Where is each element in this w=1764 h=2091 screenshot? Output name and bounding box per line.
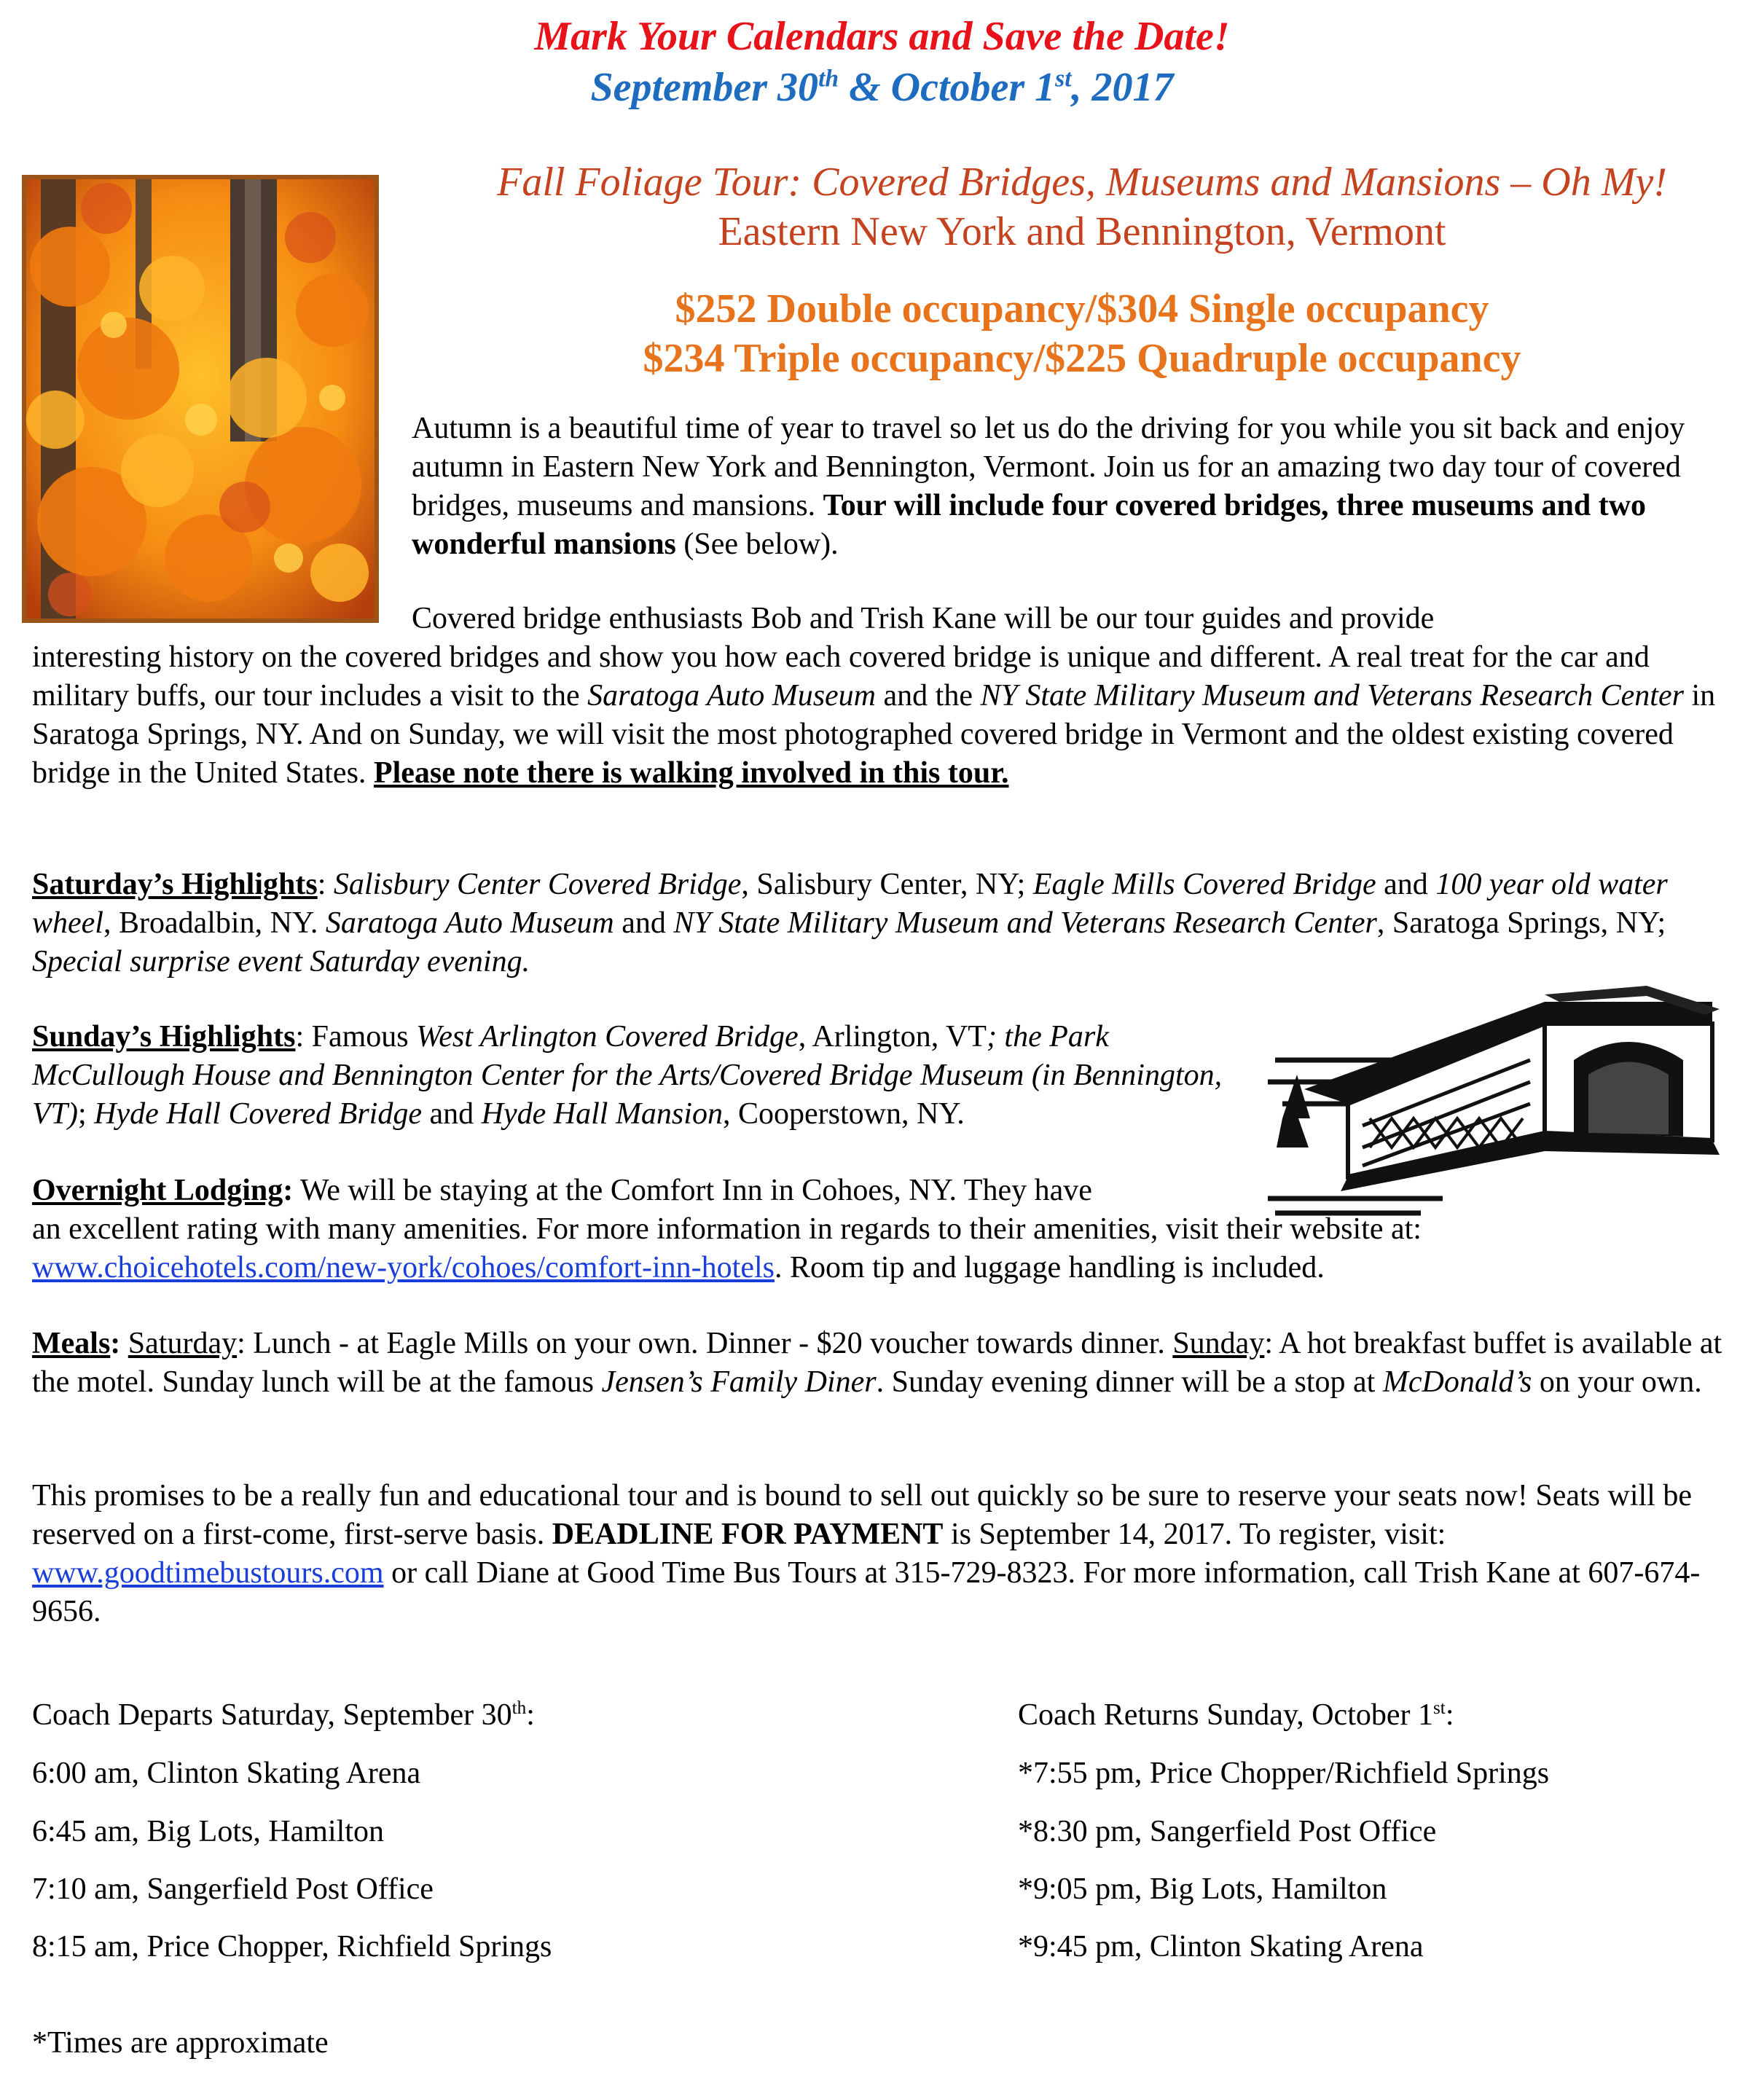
departure-stop: 6:45 am, Big Lots, Hamilton [32, 1815, 384, 1848]
tour-title: Fall Foliage Tour: Covered Bridges, Museums and Mansions – Oh My! [497, 160, 1667, 205]
banner-title: Mark Your Calendars and Save the Date! [534, 14, 1230, 59]
overnight-lodging: Overnight Lodging: We will be staying at the Comfort Inn in Cohoes, NY. They have an excellent rating with many amenities. For more information in regards to their amenities, visit their website at: www.choicehotels.com/new-york/cohoes/comfort-inn-hotels. Room tip and luggage handling is included. [32, 1174, 1422, 1284]
saturday-highlights: Saturday’s Highlights: Salisbury Center Covered Bridge, Salisbury Center, NY; Eagle Mills Covered Bridge and 100 year old water wheel, Broadalbin, NY. Saratoga Auto Museum and NY State Military Museum and Veterans Research Center, Saratoga Springs, NY; Special surprise event Saturday evening. [32, 868, 1668, 978]
sunday-highlights: Sunday’s Highlights: Famous West Arlington Covered Bridge, Arlington, VT; the Park McCullough House and Bennington Center for the Arts/Covered Bridge Museum (in Bennington, VT); Hyde Hall Covered Bridge and Hyde Hall Mansion, Cooperstown, NY. [32, 1020, 1223, 1131]
return-stop: *9:05 pm, Big Lots, Hamilton [1018, 1872, 1387, 1906]
meals-section: Meals: Saturday: Lunch - at Eagle Mills on your own. Dinner - $20 voucher towards dinner. Sunday: A hot breakfast buffet is available at the motel. Sunday lunch will be at the famous Jensen’s Family Diner. Sunday evening dinner will be a stop at McDonald’s on your own. [32, 1327, 1722, 1399]
tour-region: Eastern New York and Bennington, Vermont [718, 209, 1446, 254]
returns-heading: Coach Returns Sunday, October 1st: [1018, 1698, 1454, 1732]
guides-paragraph: Covered bridge enthusiasts Bob and Trish Kane will be our tour guides and provide interesting history on the covered bridges and show you how each covered bridge is unique and different. A real treat for the car and military buffs, our tour includes a visit to the Saratoga Auto Museum and the NY State Military Museum and Veterans Research Center in Saratoga Springs, NY. And on Sunday, we will visit the most photographed covered bridge in Vermont and the oldest existing covered bridge in the United States. Please note there is walking involved in this tour. [32, 602, 1716, 790]
departure-stop: 6:00 am, Clinton Skating Arena [32, 1757, 421, 1790]
choicehotels-link[interactable]: www.choicehotels.com/new-york/cohoes/comfort-inn-hotels [32, 1251, 775, 1284]
intro-paragraph: Autumn is a beautiful time of year to travel so let us do the driving for you while you sit back and enjoy autumn in Eastern New York and Bennington, Vermont. Join us for an amazing two day tour of covered bridges, museums and mansions. Tour will include four covered bridges, three museums and two wonderful mansions (See below). [412, 412, 1685, 561]
price-line-1: $252 Double occupancy/$304 Single occupancy [675, 286, 1489, 332]
departure-stop: 8:15 am, Price Chopper, Richfield Springs [32, 1930, 552, 1964]
return-stop: *9:45 pm, Clinton Skating Arena [1018, 1930, 1424, 1964]
fall-foliage-photo [22, 175, 379, 623]
banner-date: September 30th & October 1st, 2017 [590, 65, 1174, 110]
return-stop: *8:30 pm, Sangerfield Post Office [1018, 1815, 1437, 1848]
registration-paragraph: This promises to be a really fun and educational tour and is bound to sell out quickly so be sure to reserve your seats now! Seats will be reserved on a first-come, first-serve basis. DEADLINE FOR PAYMENT is September 14, 2017. To register, visit: www.goodtimebustours.com or call Diane at Good Time Bus Tours at 315-729-8323. For more information, call Trish Kane at 607-674-9656. [32, 1479, 1701, 1628]
return-stop: *7:55 pm, Price Chopper/Richfield Springs [1018, 1757, 1550, 1790]
times-approximate-note: *Times are approximate [32, 2026, 329, 2060]
departs-heading: Coach Departs Saturday, September 30th: [32, 1698, 535, 1732]
departure-stop: 7:10 am, Sangerfield Post Office [32, 1872, 434, 1906]
goodtimebustours-link[interactable]: www.goodtimebustours.com [32, 1556, 384, 1590]
price-line-2: $234 Triple occupancy/$225 Quadruple occupancy [643, 336, 1521, 381]
walking-note: Please note there is walking involved in this tour. [373, 756, 1009, 790]
